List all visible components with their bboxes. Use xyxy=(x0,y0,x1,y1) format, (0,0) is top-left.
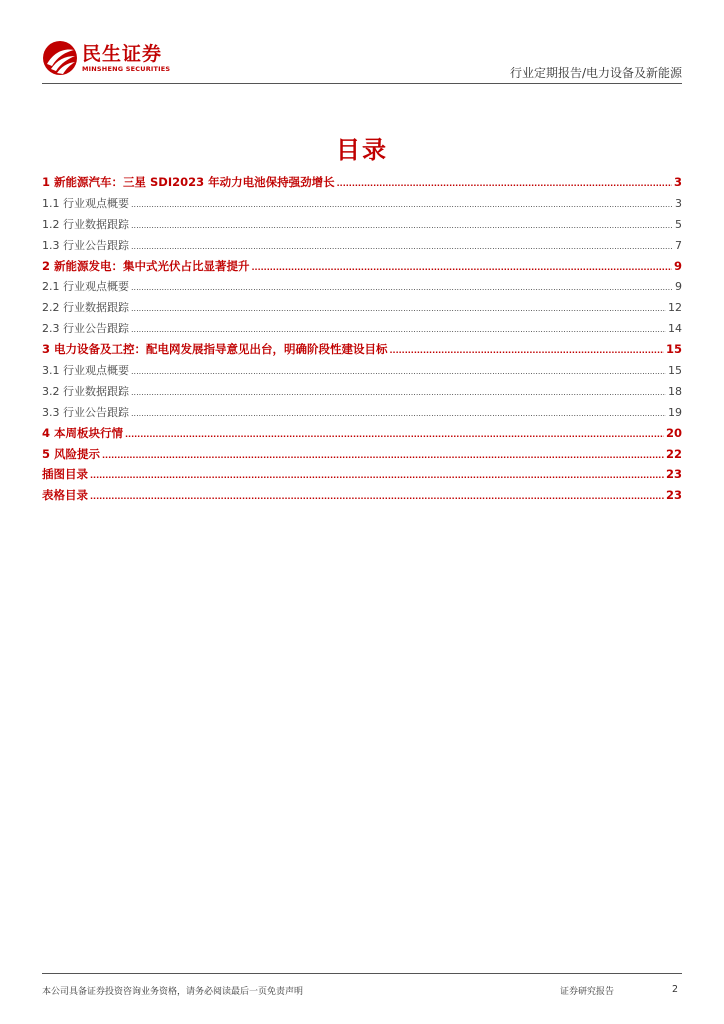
toc-leader-dots xyxy=(131,388,666,397)
toc-entry-page: 15 xyxy=(668,364,682,378)
toc-entry-label: 3.1 行业观点概要 xyxy=(42,364,129,378)
toc-entry[interactable] xyxy=(42,320,682,341)
toc-entry-label: 3.3 行业公告跟踪 xyxy=(42,405,129,419)
toc-entry[interactable] xyxy=(42,425,682,446)
toc-entry-page: 12 xyxy=(668,301,682,315)
toc-entry-page: 7 xyxy=(675,238,682,252)
toc-entry[interactable] xyxy=(42,174,682,195)
toc-entry-page: 23 xyxy=(665,467,682,482)
toc-leader-dots xyxy=(252,263,672,272)
toc-entry-page: 5 xyxy=(675,217,682,231)
company-logo xyxy=(42,40,170,76)
toc-entry-label: 2.2 行业数据跟踪 xyxy=(42,301,129,315)
toc-entry-label: 1.3 行业公告跟踪 xyxy=(42,238,129,252)
report-type: 行业定期报告/电力设备及新能源 xyxy=(509,66,682,80)
toc-leader-dots xyxy=(131,221,673,230)
toc-entry-label: 2.1 行业观点概要 xyxy=(42,280,129,294)
toc-leader-dots xyxy=(90,471,664,480)
toc-entry-page: 18 xyxy=(668,384,682,398)
footer-disclaimer: 本公司具备证券投资咨询业务资格，请务必阅读最后一页免责声明 xyxy=(42,987,304,997)
toc-leader-dots xyxy=(131,242,673,251)
footer-doc-type: 证券研究报告 xyxy=(560,987,615,997)
toc-entry[interactable] xyxy=(42,278,682,299)
toc-entry-page: 20 xyxy=(665,425,682,440)
toc-entry-page: 3 xyxy=(673,175,682,189)
toc-leader-dots xyxy=(125,430,664,439)
toc-entry-page: 22 xyxy=(665,446,682,461)
toc-title: 目录 xyxy=(336,136,388,164)
toc-entry[interactable] xyxy=(42,341,682,362)
toc-entry[interactable] xyxy=(42,383,682,404)
table-of-contents xyxy=(42,174,682,508)
toc-entry-label: 2 新能源发电：集中式光伏占比显著提升 xyxy=(42,258,250,273)
toc-entry-label: 插图目录 xyxy=(42,467,88,482)
toc-leader-dots xyxy=(131,367,666,376)
toc-entry-page: 9 xyxy=(673,258,682,273)
toc-entry[interactable] xyxy=(42,258,682,279)
toc-entry-label: 2.3 行业公告跟踪 xyxy=(42,322,129,336)
toc-leader-dots xyxy=(390,346,664,355)
toc-entry-label: 5 风险提示 xyxy=(42,446,101,461)
page-number: 2 xyxy=(671,984,678,995)
toc-entry-label: 3 电力设备及工控：配电网发展指导意见出台，明确阶段性建设目标 xyxy=(42,342,388,357)
toc-entry[interactable] xyxy=(42,216,682,237)
toc-leader-dots xyxy=(131,325,666,334)
toc-entry[interactable] xyxy=(42,195,682,216)
toc-entry[interactable] xyxy=(42,404,682,425)
toc-entry[interactable] xyxy=(42,466,682,487)
toc-leader-dots xyxy=(131,200,673,209)
toc-entry-page: 9 xyxy=(675,280,682,294)
toc-entry[interactable] xyxy=(42,237,682,258)
toc-entry-page: 15 xyxy=(665,342,682,357)
toc-leader-dots xyxy=(131,304,666,313)
logo-cn-text: 民生证券 xyxy=(82,42,163,65)
toc-entry-page: 14 xyxy=(668,322,682,336)
toc-entry-label: 表格目录 xyxy=(42,488,88,503)
page-header xyxy=(42,40,682,84)
toc-entry[interactable] xyxy=(42,487,682,508)
toc-entry[interactable] xyxy=(42,446,682,467)
toc-leader-dots xyxy=(90,492,664,501)
toc-entry-page: 23 xyxy=(665,488,682,503)
toc-entry-label: 3.2 行业数据跟踪 xyxy=(42,384,129,398)
toc-entry[interactable] xyxy=(42,362,682,383)
toc-entry-label: 1.2 行业数据跟踪 xyxy=(42,217,129,231)
toc-entry-label: 1.1 行业观点概要 xyxy=(42,196,129,210)
footer-divider xyxy=(42,973,682,974)
toc-entry[interactable] xyxy=(42,299,682,320)
toc-entry-page: 3 xyxy=(675,196,682,210)
toc-leader-dots xyxy=(102,451,664,460)
toc-leader-dots xyxy=(131,409,666,418)
toc-entry-label: 1 新能源汽车：三星 SDI2023 年动力电池保持强劲增长 xyxy=(42,175,335,189)
logo-en-text: MINSHENG SECURITIES xyxy=(82,64,171,73)
toc-leader-dots xyxy=(337,179,672,188)
toc-entry-label: 4 本周板块行情 xyxy=(42,425,124,440)
toc-entry-page: 19 xyxy=(668,405,682,419)
toc-leader-dots xyxy=(131,283,673,292)
header-divider xyxy=(42,83,682,84)
minsheng-logo-icon xyxy=(42,40,78,76)
